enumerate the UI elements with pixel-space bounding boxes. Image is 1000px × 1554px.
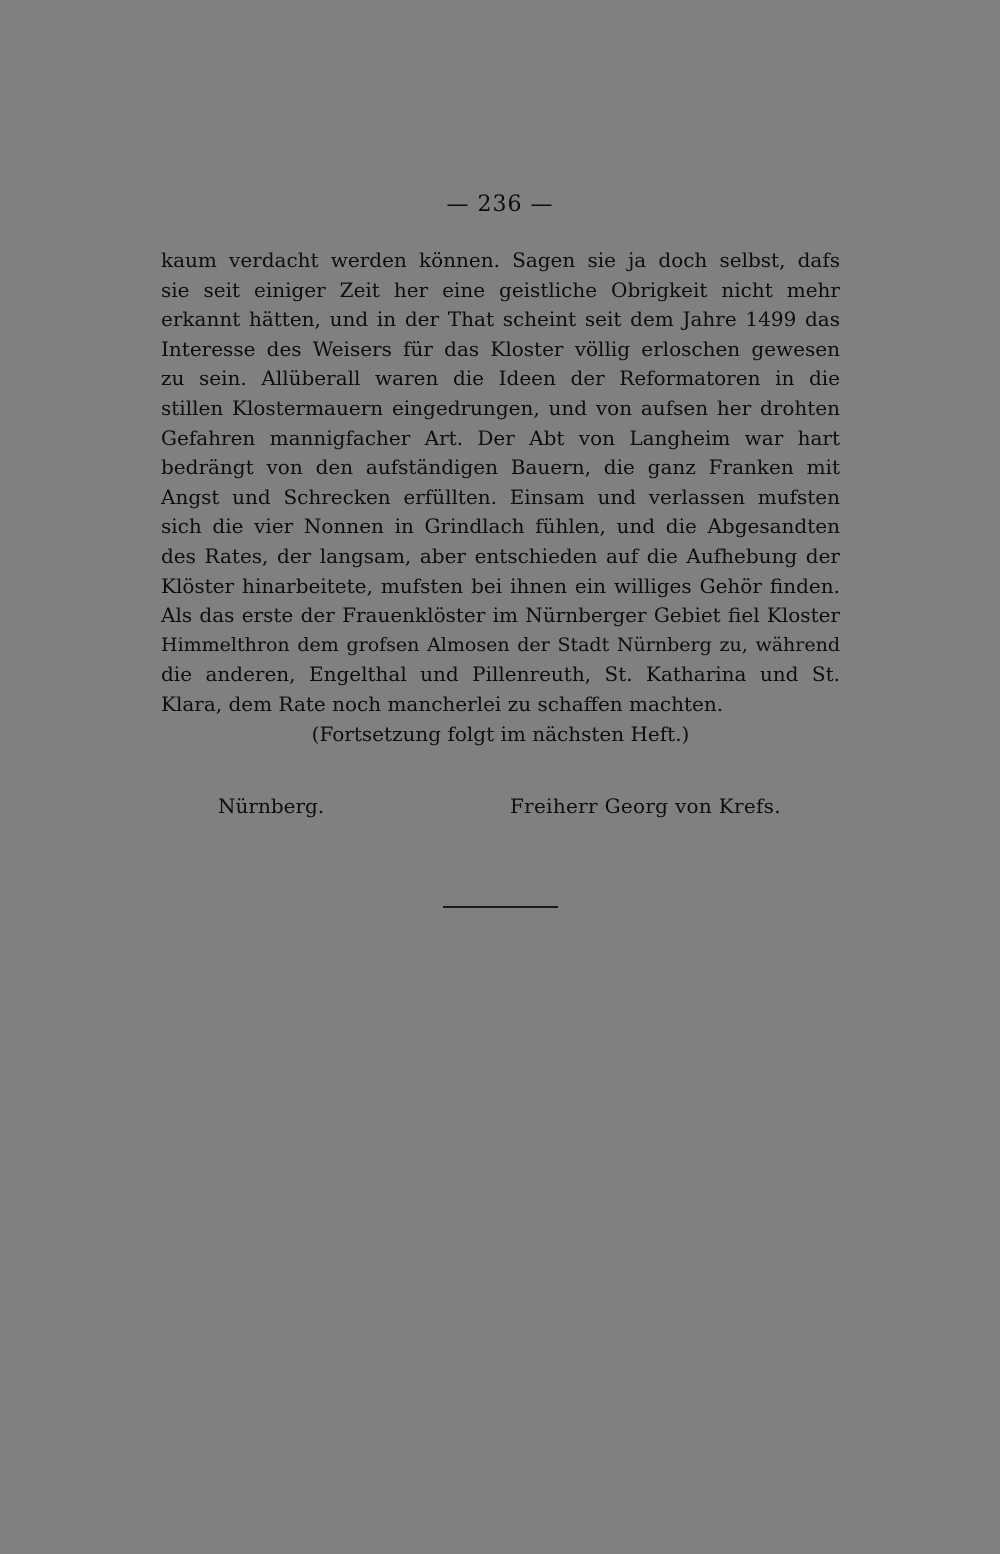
page-number: — 236 — [446, 192, 554, 217]
text-line: stillen Klostermauern eingedrungen, und von aufsen her drohten [161, 395, 840, 420]
text-line: Als das erste der Frauenklöster im Nürnberger Gebiet fiel Kloster [161, 603, 840, 628]
text-line: Klöster hinarbeitete, mufsten bei ihnen ein williges Gehör finden. [161, 573, 840, 598]
body-text [161, 246, 840, 749]
text-line: Himmelthron dem grofsen Almosen der Stadt Nürnberg zu, während [161, 633, 840, 656]
text-line: sie seit einiger Zeit her eine geistliche Obrigkeit nicht mehr [161, 277, 840, 302]
text-line: die anderen, Engelthal und Pillenreuth, St. Katharina und St. [161, 662, 840, 687]
signature-author: Freiherr Georg von Krefs. [510, 794, 781, 818]
text-line: des Rates, der langsam, aber entschieden auf die Aufhebung der [161, 543, 840, 568]
signature-place: Nürnberg. [218, 794, 325, 818]
end-rule [443, 906, 558, 908]
text-line: erkannt hätten, und in der That scheint seit dem Jahre 1499 das [161, 307, 840, 332]
text-line: zu sein. Allüberall waren die Ideen der Reformatoren in die [161, 366, 840, 391]
continuation-note: (Fortsetzung folgt im nächsten Heft.) [311, 721, 690, 746]
text-line: sich die vier Nonnen in Grindlach fühlen, und die Abgesandten [161, 514, 840, 539]
text-line: kaum verdacht werden können. Sagen sie ja doch selbst, dafs [161, 248, 840, 272]
text-line: bedrängt von den aufständigen Bauern, die ganz Franken mit [161, 455, 840, 480]
text-line: Interesse des Weisers für das Kloster völlig erloschen gewesen [161, 336, 840, 361]
text-line: Gefahren mannigfacher Art. Der Abt von Langheim war hart [161, 425, 840, 450]
text-line: Angst und Schrecken erfüllten. Einsam und verlassen mufsten [161, 484, 840, 509]
text-line: Klara, dem Rate noch mancherlei zu schaffen machten. [161, 691, 724, 716]
